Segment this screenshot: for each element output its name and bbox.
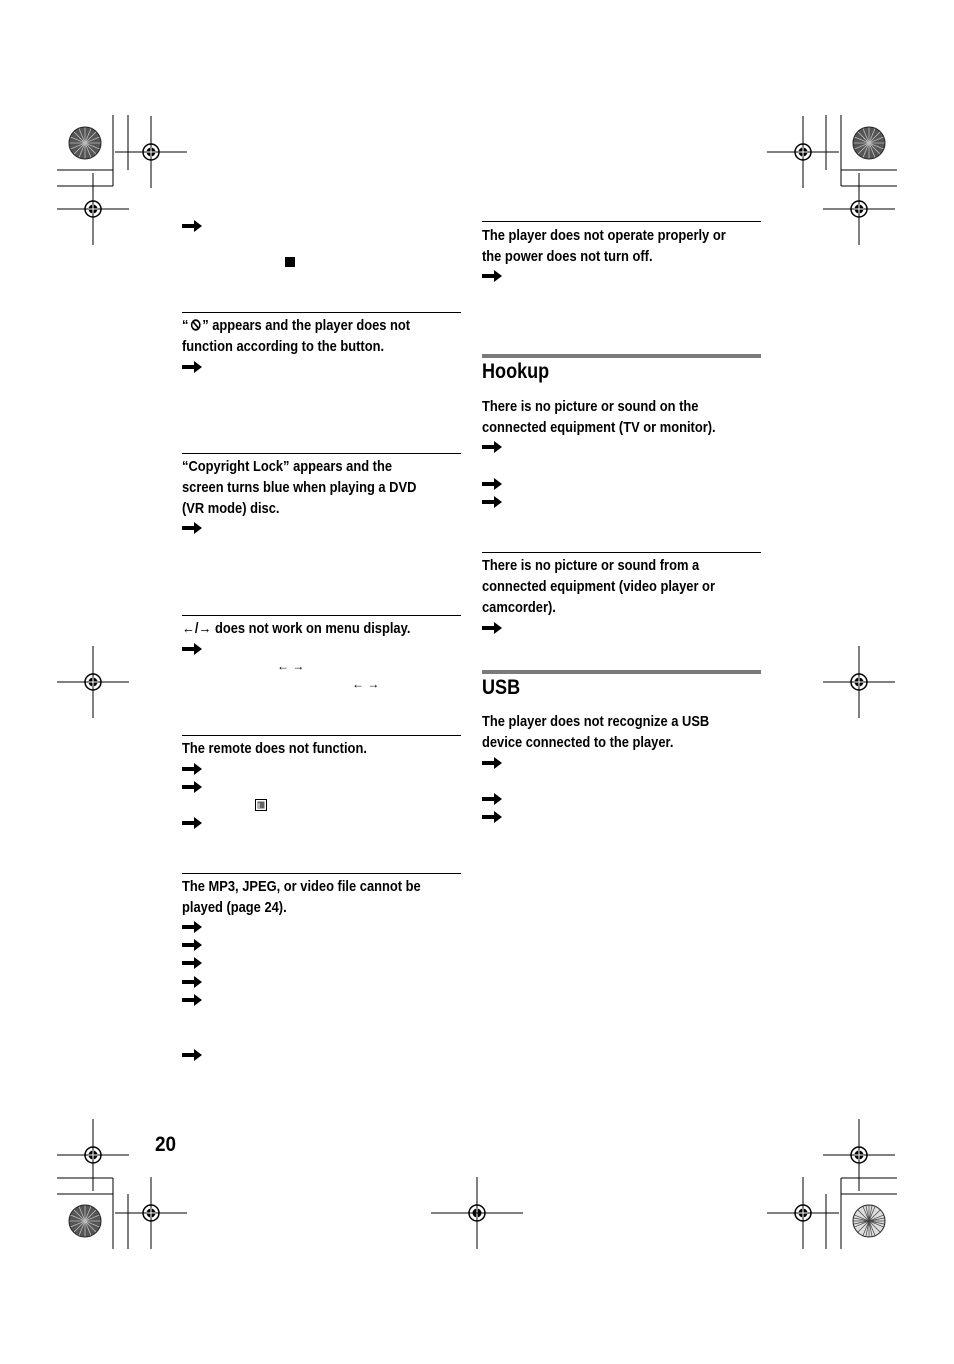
question-arrow-buttons: ←/→ does not work on menu display. — [182, 620, 411, 637]
color-target-icon — [69, 1205, 101, 1237]
right-arrow-icon — [482, 811, 502, 823]
question-prohibit: “ ” appears and the player does not function according to the button. — [182, 317, 411, 355]
right-arrow-icon — [182, 361, 202, 373]
question-no-picture-external: There is no picture or sound from a connected equipment (video player or camcorder). — [482, 557, 715, 616]
left-right-symbols: ← → — [352, 677, 380, 691]
registration-mark-icon — [823, 1119, 895, 1191]
divider — [482, 552, 761, 553]
registration-mark-icon — [57, 1119, 129, 1191]
divider — [182, 615, 461, 616]
question-no-picture-tv: There is no picture or sound on the connected equipment (TV or monitor). — [482, 398, 716, 436]
right-arrow-icon — [482, 622, 502, 634]
divider — [482, 221, 761, 222]
prohibit-icon — [190, 319, 200, 331]
right-arrow-icon — [182, 220, 202, 232]
arrow-buttons-symbols: ←/→ — [182, 620, 212, 637]
registration-mark-icon — [823, 646, 895, 718]
question-remote: The remote does not function. — [182, 740, 367, 757]
right-arrow-icon — [182, 763, 202, 775]
right-arrow-icon — [482, 793, 502, 805]
right-arrow-icon — [182, 939, 202, 951]
registration-mark-icon — [767, 1177, 839, 1249]
right-arrow-icon — [182, 522, 202, 534]
stop-icon — [285, 257, 295, 267]
color-target-icon — [69, 127, 101, 159]
registration-mark-icon — [57, 646, 129, 718]
page-number: 20 — [155, 1133, 177, 1156]
divider — [182, 453, 461, 454]
registration-mark-icon — [115, 1177, 187, 1249]
right-arrow-icon — [182, 1049, 202, 1061]
right-arrow-icon — [182, 957, 202, 969]
left-right-symbols: ← → — [277, 659, 305, 673]
question-power: The player does not operate properly or the power does not turn off. — [482, 227, 726, 265]
divider — [182, 312, 461, 313]
question-usb-not-recognized: The player does not recognize a USB device connected to the player. — [482, 713, 710, 751]
question-mp3-jpeg: The MP3, JPEG, or video file cannot be played (page 24). — [182, 878, 421, 916]
right-arrow-icon — [182, 781, 202, 793]
right-arrow-icon — [182, 976, 202, 988]
section-rule — [482, 354, 761, 358]
right-arrow-icon — [482, 496, 502, 508]
color-target-icon — [853, 127, 885, 159]
right-arrow-icon — [182, 921, 202, 933]
right-arrow-icon — [182, 994, 202, 1006]
registration-mark-icon — [767, 116, 839, 188]
right-arrow-icon — [482, 757, 502, 769]
right-arrow-icon — [482, 270, 502, 282]
right-arrow-icon — [482, 441, 502, 453]
section-rule — [482, 670, 761, 674]
right-arrow-icon — [482, 478, 502, 490]
divider — [182, 735, 461, 736]
registration-mark-icon — [115, 116, 187, 188]
divider — [182, 873, 461, 874]
color-target-icon — [853, 1205, 885, 1237]
right-arrow-icon — [182, 643, 202, 655]
section-title-usb: USB — [482, 676, 521, 699]
question-copyright-lock: “Copyright Lock” appears and the screen turns blue when playing a DVD (VR mode) disc. — [182, 458, 417, 517]
registration-mark-icon — [823, 173, 895, 245]
right-arrow-icon — [182, 817, 202, 829]
registration-mark-icon — [57, 173, 129, 245]
remote-indicator-icon — [255, 799, 267, 811]
section-title-hookup: Hookup — [482, 360, 550, 383]
